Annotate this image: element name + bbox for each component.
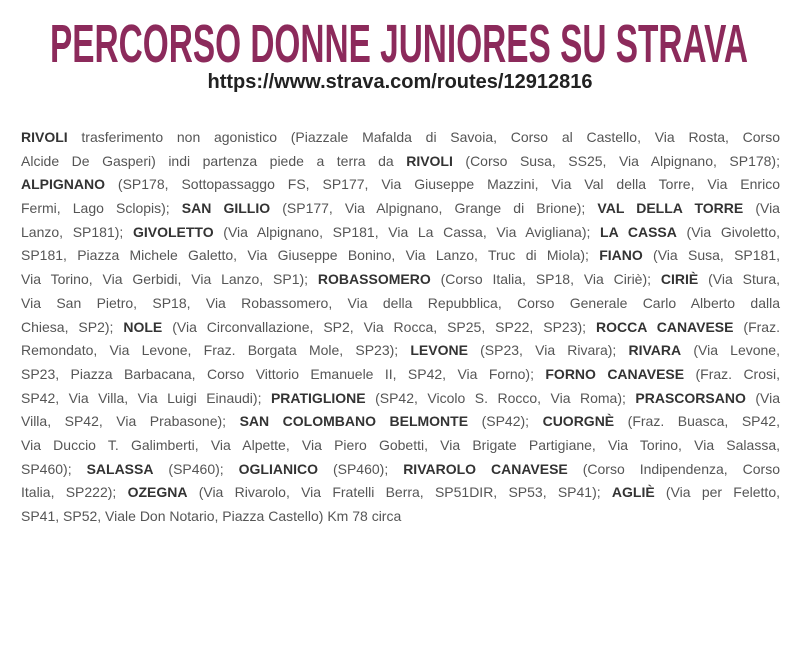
route-description bbox=[21, 126, 780, 529]
town-name: RIVOLI bbox=[406, 152, 453, 169]
town-name: CUORGNÈ bbox=[542, 413, 615, 430]
route-text: (Fraz. bbox=[733, 318, 780, 335]
town-name: NOLE bbox=[123, 318, 163, 335]
route-text: Chiesa, SP2); bbox=[21, 318, 124, 335]
town-name: PRASCORSANO bbox=[635, 389, 746, 406]
route-text: Lanzo, SP181); bbox=[21, 223, 133, 240]
route-text: SP41, SP52, Viale Don Notario, Piazza Castello) Km 78 circa bbox=[21, 508, 402, 524]
route-text: (Via Circonvallazione, SP2, Via Rocca, SP25, SP22, SP23); bbox=[162, 318, 596, 335]
description-line bbox=[21, 363, 780, 387]
description-line bbox=[21, 221, 780, 245]
description-line bbox=[21, 292, 780, 316]
town-name: SAN GILLIO bbox=[181, 200, 271, 217]
description-line bbox=[21, 126, 780, 150]
route-text: (Corso Indipendenza, Corso bbox=[567, 460, 780, 477]
description-line bbox=[21, 339, 780, 363]
route-text: Alcide De Gasperi) indi partenza piede a terra da bbox=[21, 152, 407, 169]
town-name: OGLIANICO bbox=[238, 460, 318, 477]
route-text: (Via Stura, bbox=[698, 271, 780, 288]
route-text: (Fraz. Buasca, SP42, bbox=[614, 413, 780, 430]
town-name: AGLIÈ bbox=[611, 484, 655, 501]
town-name: OZEGNA bbox=[127, 484, 188, 501]
description-line bbox=[21, 481, 780, 505]
town-name: LA CASSA bbox=[600, 223, 677, 240]
route-text: SP23, Piazza Barbacana, Corso Vittorio Emanuele II, SP42, Via Forno); bbox=[21, 365, 546, 382]
route-text: (Via Levone, bbox=[681, 342, 780, 359]
town-name: PRATIGLIONE bbox=[270, 389, 366, 406]
route-text: Remondato, Via Levone, Fraz. Borgata Mole, SP23); bbox=[21, 342, 411, 359]
route-text: (Via Alpignano, SP181, Via La Cassa, Via Avigliana); bbox=[213, 223, 601, 240]
route-text: trasferimento non agonistico (Piazzale Mafalda di Savoia, Corso al Castello, Via Rosta, Corso bbox=[67, 129, 780, 145]
town-name: RIVOLI bbox=[21, 129, 68, 145]
route-text: (SP177, Via Alpignano, Grange di Brione); bbox=[270, 200, 598, 217]
route-text: Via Torino, Via Gerbidi, Via Lanzo, SP1); bbox=[21, 271, 318, 288]
description-line bbox=[21, 268, 780, 292]
route-text: Via San Pietro, SP18, Via Robassomero, Via della Repubblica, Corso Generale Carlo Alberto dalla bbox=[21, 294, 780, 311]
description-line bbox=[21, 458, 780, 482]
description-line bbox=[21, 505, 780, 529]
town-name: RIVAROLO CANAVESE bbox=[403, 460, 568, 477]
route-text: (Corso Susa, SS25, Via Alpignano, SP178); bbox=[452, 152, 780, 169]
route-text: (SP23, Via Rivara); bbox=[467, 342, 629, 359]
description-line bbox=[21, 244, 780, 268]
route-text: (Corso Italia, SP18, Via Ciriè); bbox=[430, 271, 661, 288]
town-name: FORNO CANAVESE bbox=[545, 365, 685, 382]
route-text: (Via Givoletto, bbox=[676, 223, 780, 240]
description-line bbox=[21, 173, 780, 197]
town-name: RIVARA bbox=[628, 342, 682, 359]
page-title: PERCORSO DONNE JUNIORES SU STRAVA bbox=[50, 14, 748, 70]
town-name: ROBASSOMERO bbox=[317, 271, 431, 288]
town-name: SALASSA bbox=[86, 460, 154, 477]
town-name: LEVONE bbox=[410, 342, 468, 359]
route-text: (Fraz. Crosi, bbox=[684, 365, 781, 382]
route-text: Villa, SP42, Via Prabasone); bbox=[21, 413, 240, 430]
route-text: (Via Rivarolo, Via Fratelli Berra, SP51DIR, SP53, SP41); bbox=[187, 484, 612, 501]
town-name: VAL DELLA TORRE bbox=[597, 200, 744, 217]
url-container bbox=[0, 68, 800, 96]
description-line bbox=[21, 410, 780, 434]
route-text: Italia, SP222); bbox=[21, 484, 128, 501]
strava-route-url: https://www.strava.com/routes/12912816 bbox=[207, 71, 593, 93]
route-text: Via Duccio T. Galimberti, Via Alpette, Via Piero Gobetti, Via Brigate Partigiane, Via Torino, Via Salassa, bbox=[21, 436, 780, 453]
route-text: (Via Susa, SP181, bbox=[642, 247, 780, 264]
route-text: (SP42, Vicolo S. Rocco, Via Roma); bbox=[365, 389, 636, 406]
town-name: FIANO bbox=[599, 247, 643, 264]
route-text: SP181, Piazza Michele Galetto, Via Giuseppe Bonino, Via Lanzo, Truc di Miola); bbox=[21, 247, 600, 264]
description-line bbox=[21, 434, 780, 458]
route-text: (SP42); bbox=[468, 413, 543, 430]
description-line bbox=[21, 387, 780, 411]
route-text: (Via bbox=[745, 389, 780, 406]
town-name: GIVOLETTO bbox=[132, 223, 214, 240]
route-text: Fermi, Lago Sclopis); bbox=[21, 200, 182, 217]
title-graphic bbox=[0, 14, 800, 70]
town-name: SAN COLOMBANO BELMONTE bbox=[239, 413, 469, 430]
description-line bbox=[21, 197, 780, 221]
route-text: SP42, Via Villa, Via Luigi Einaudi); bbox=[21, 389, 271, 406]
route-text: (SP178, Sottopassaggo FS, SP177, Via Giuseppe Mazzini, Via Val della Torre, Via Enrico bbox=[105, 176, 780, 193]
route-text: (Via bbox=[743, 200, 780, 217]
route-text: SP460); bbox=[21, 460, 87, 477]
town-name: CIRIÈ bbox=[660, 271, 699, 288]
description-line bbox=[21, 316, 780, 340]
route-text: (SP460); bbox=[153, 460, 239, 477]
title-container bbox=[0, 14, 800, 70]
description-line bbox=[21, 150, 780, 174]
town-name: ROCCA CANAVESE bbox=[595, 318, 734, 335]
route-text: (Via per Feletto, bbox=[654, 484, 780, 501]
town-name: ALPIGNANO bbox=[21, 176, 105, 193]
route-text: (SP460); bbox=[318, 460, 404, 477]
